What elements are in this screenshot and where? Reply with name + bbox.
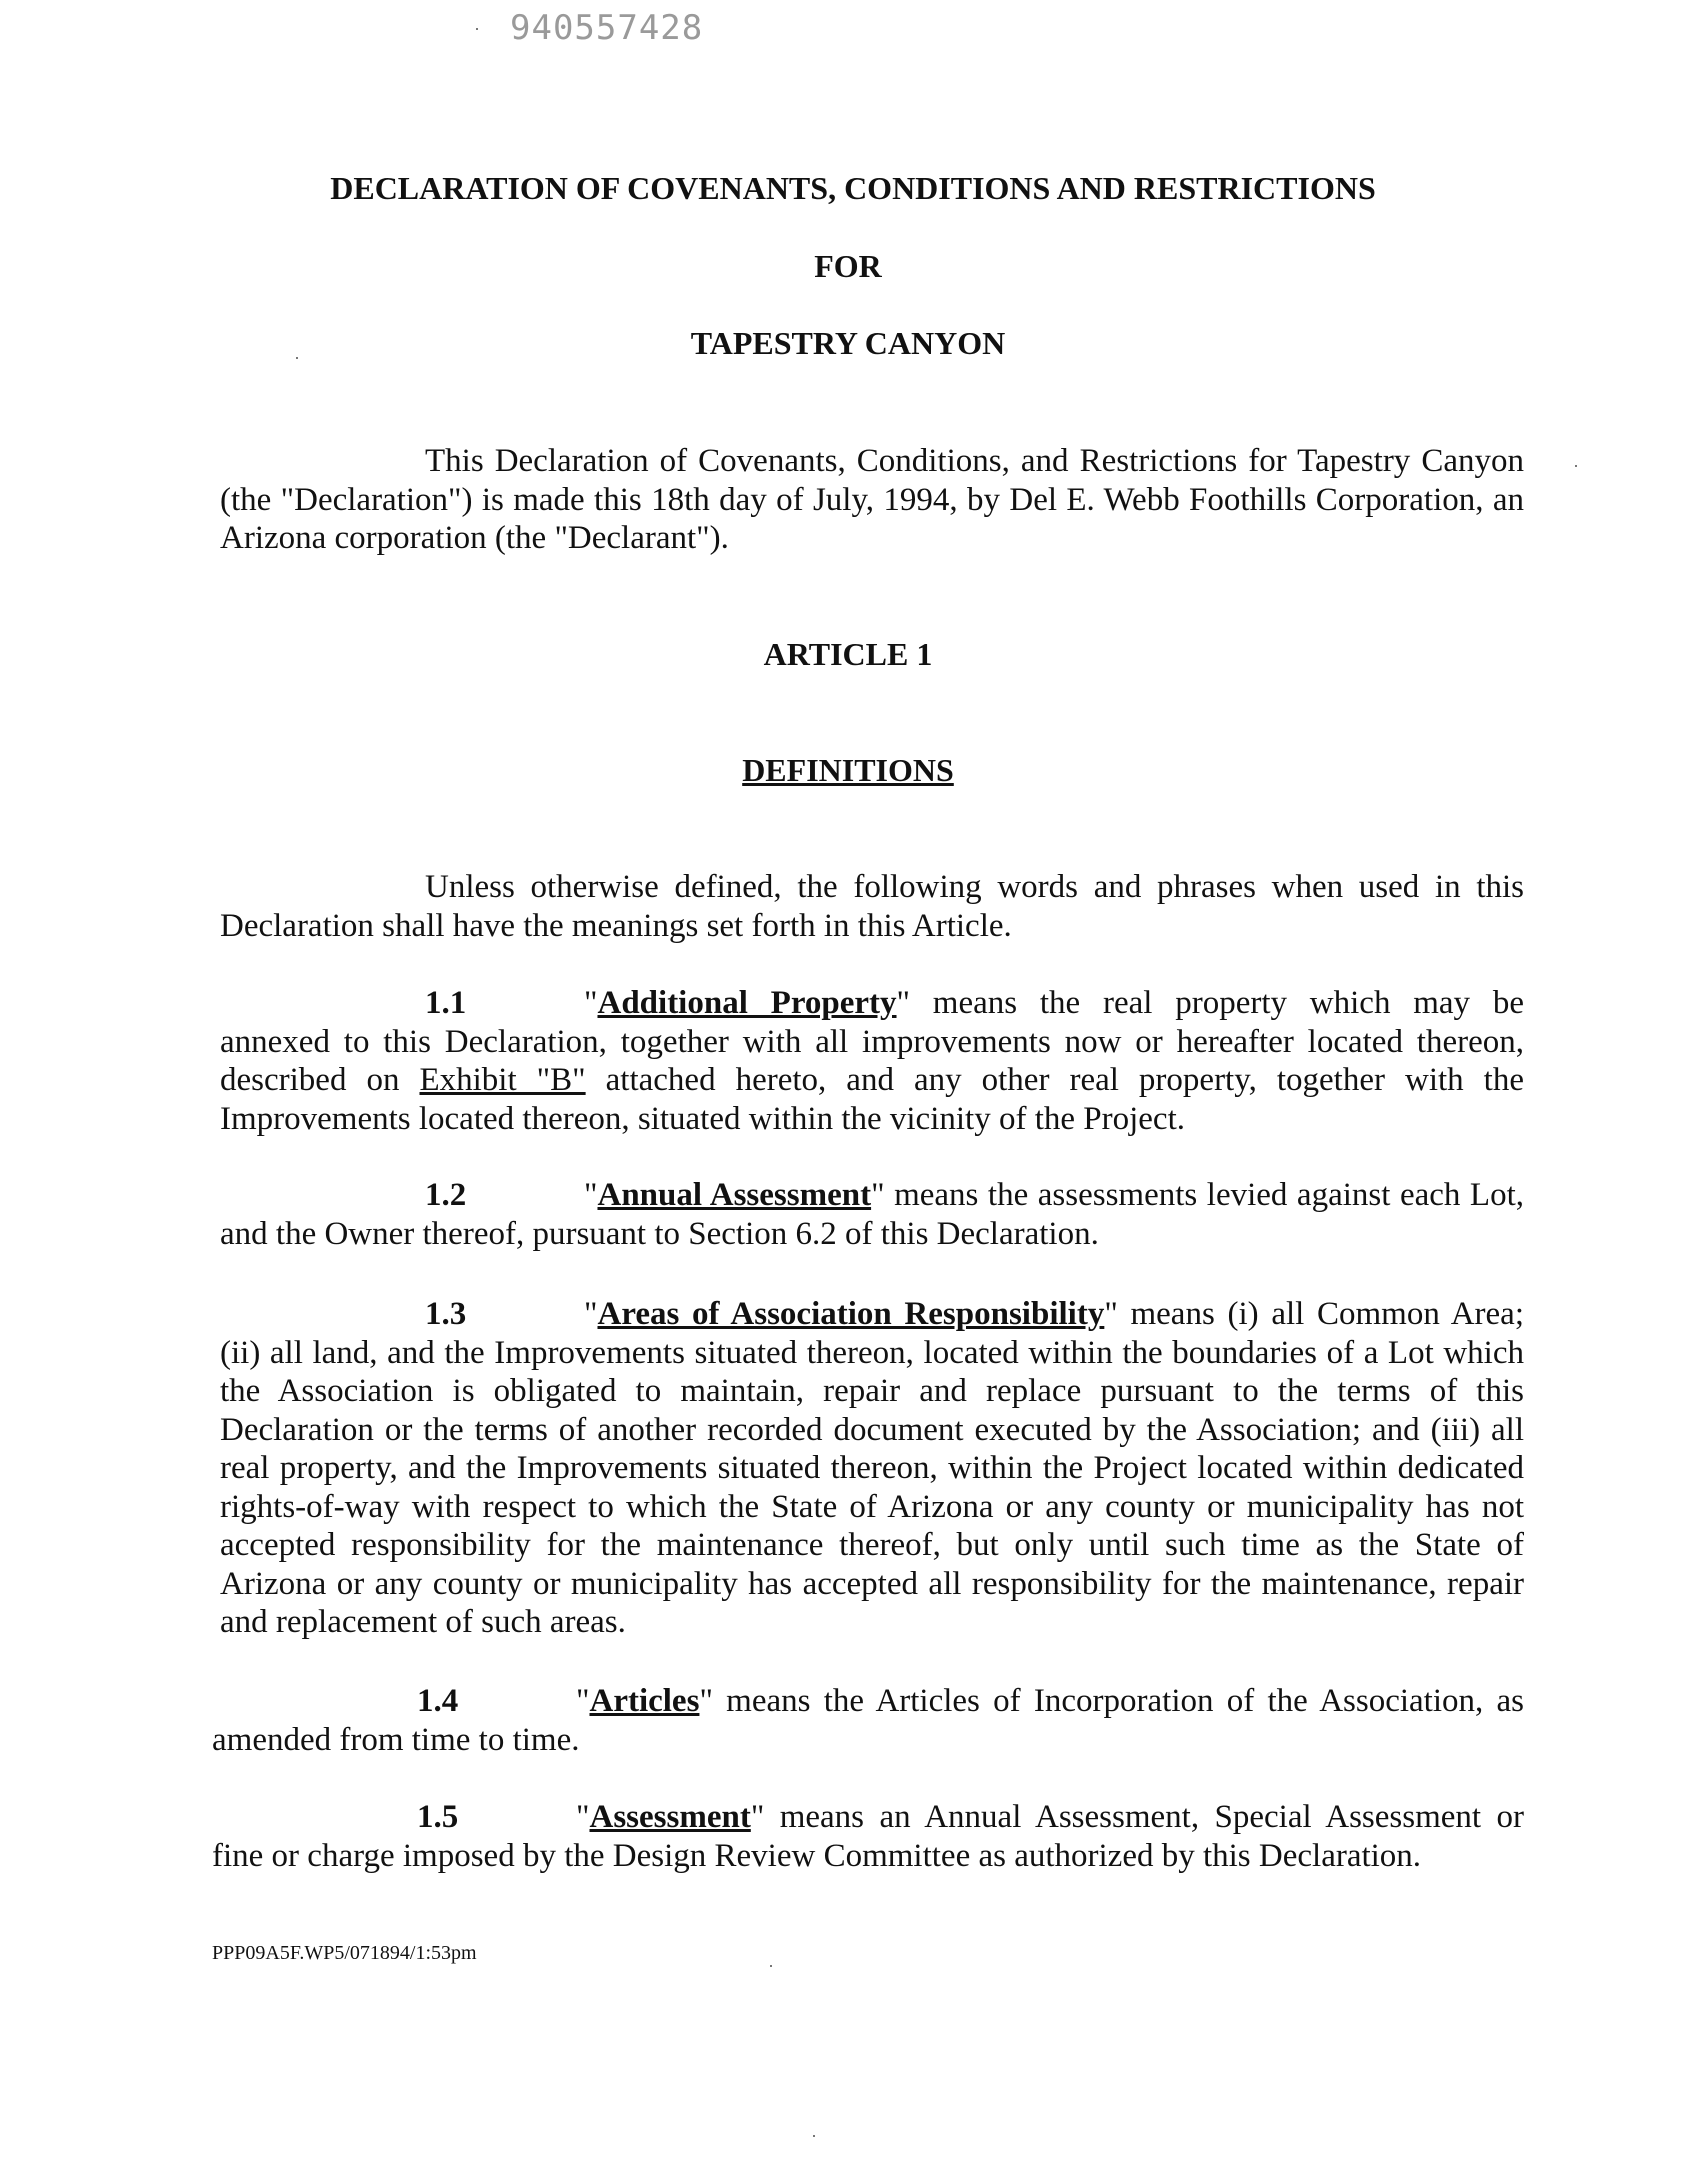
project-name: TAPESTRY CANYON [690,325,1006,361]
definition-term: Additional Property [597,985,897,1021]
definition-1-1 [220,984,1524,1138]
scan-speck [296,357,298,359]
exhibit-reference: Exhibit "B" [419,1062,586,1098]
definition-text: " means the assessments levied against each Lot, and the Owner thereof, pursuant to Section 6.2 of this Declaration. [220,1177,1524,1252]
definition-1-5 [212,1798,1524,1875]
declaration-title: DECLARATION OF COVENANTS, CONDITIONS AND RESTRICTIONS [330,170,1376,206]
definition-number: 1.2 [425,1177,467,1213]
quote-open: " [576,1799,590,1835]
declaration-for-line: FOR [814,248,882,284]
intro-paragraph: This Declaration of Covenants, Conditions, and Restrictions for Tapestry Canyon (the "Declaration") is made this 18th day of July, 1994, by Del E. Webb Foothills Corporation, an Arizona corporation (the "Declarant"). [220,443,1524,556]
definition-number: 1.5 [417,1799,459,1835]
definition-1-2 [220,1176,1524,1253]
quote-open: " [584,985,598,1021]
article-label: ARTICLE 1 [763,636,933,672]
scan-speck [770,1965,772,1967]
footer-file-code: PPP09A5F.WP5/071894/1:53pm [212,1942,477,1964]
scan-speck [1575,465,1577,467]
definition-1-3 [220,1295,1524,1642]
definition-text: " means the real property which may be annexed to this Declaration, together with all improvements now or hereafter located thereon, described on [220,985,1524,1098]
definition-term: Assessment [589,1799,751,1835]
document-number-stamp: 940557428 [510,8,704,48]
definition-text: " means an Annual Assessment, Special Assessment or fine or charge imposed by the Design Review Committee as authorized by this Declaration. [212,1799,1524,1874]
definition-text: " means the Articles of Incorporation of the Association, as amended from time to time. [212,1683,1524,1758]
definition-term: Areas of Association Responsibility [597,1296,1105,1332]
definition-term: Articles [589,1683,700,1719]
definition-text: " means (i) all Common Area; (ii) all land, and the Improvements situated thereon, located within the boundaries of a Lot which the Association is obligated to maintain, repair and replace pursuant to the terms of this Declaration or the terms of another recorded document executed by the Association; and (iii) all real property, and the Improvements situated thereon, within the Project located within dedicated rights-of-way with respect to which the State of Arizona or any county or municipality has not accepted responsibility for the maintenance thereof, but only until such time as the State of Arizona or any county or municipality has accepted all responsibility for the maintenance, repair and replacement of such areas. [220,1296,1524,1640]
definition-1-4 [212,1682,1524,1759]
quote-open: " [584,1177,598,1213]
definition-term: Annual Assessment [597,1177,872,1213]
quote-open: " [576,1683,590,1719]
definition-text-continued: attached hereto, and any other real property, together with the Improvements located thereon, situated within the vicinity of the Project. [220,1062,1524,1137]
definition-number: 1.4 [417,1683,459,1719]
scan-speck [813,2135,815,2137]
quote-open: " [584,1296,598,1332]
definitions-preamble: Unless otherwise defined, the following words and phrases when used in this Declaration shall have the meanings set forth in this Article. [220,869,1524,944]
scan-speck [476,28,478,30]
definition-number: 1.1 [425,985,467,1021]
article-title: DEFINITIONS [742,752,954,788]
definition-number: 1.3 [425,1296,467,1332]
